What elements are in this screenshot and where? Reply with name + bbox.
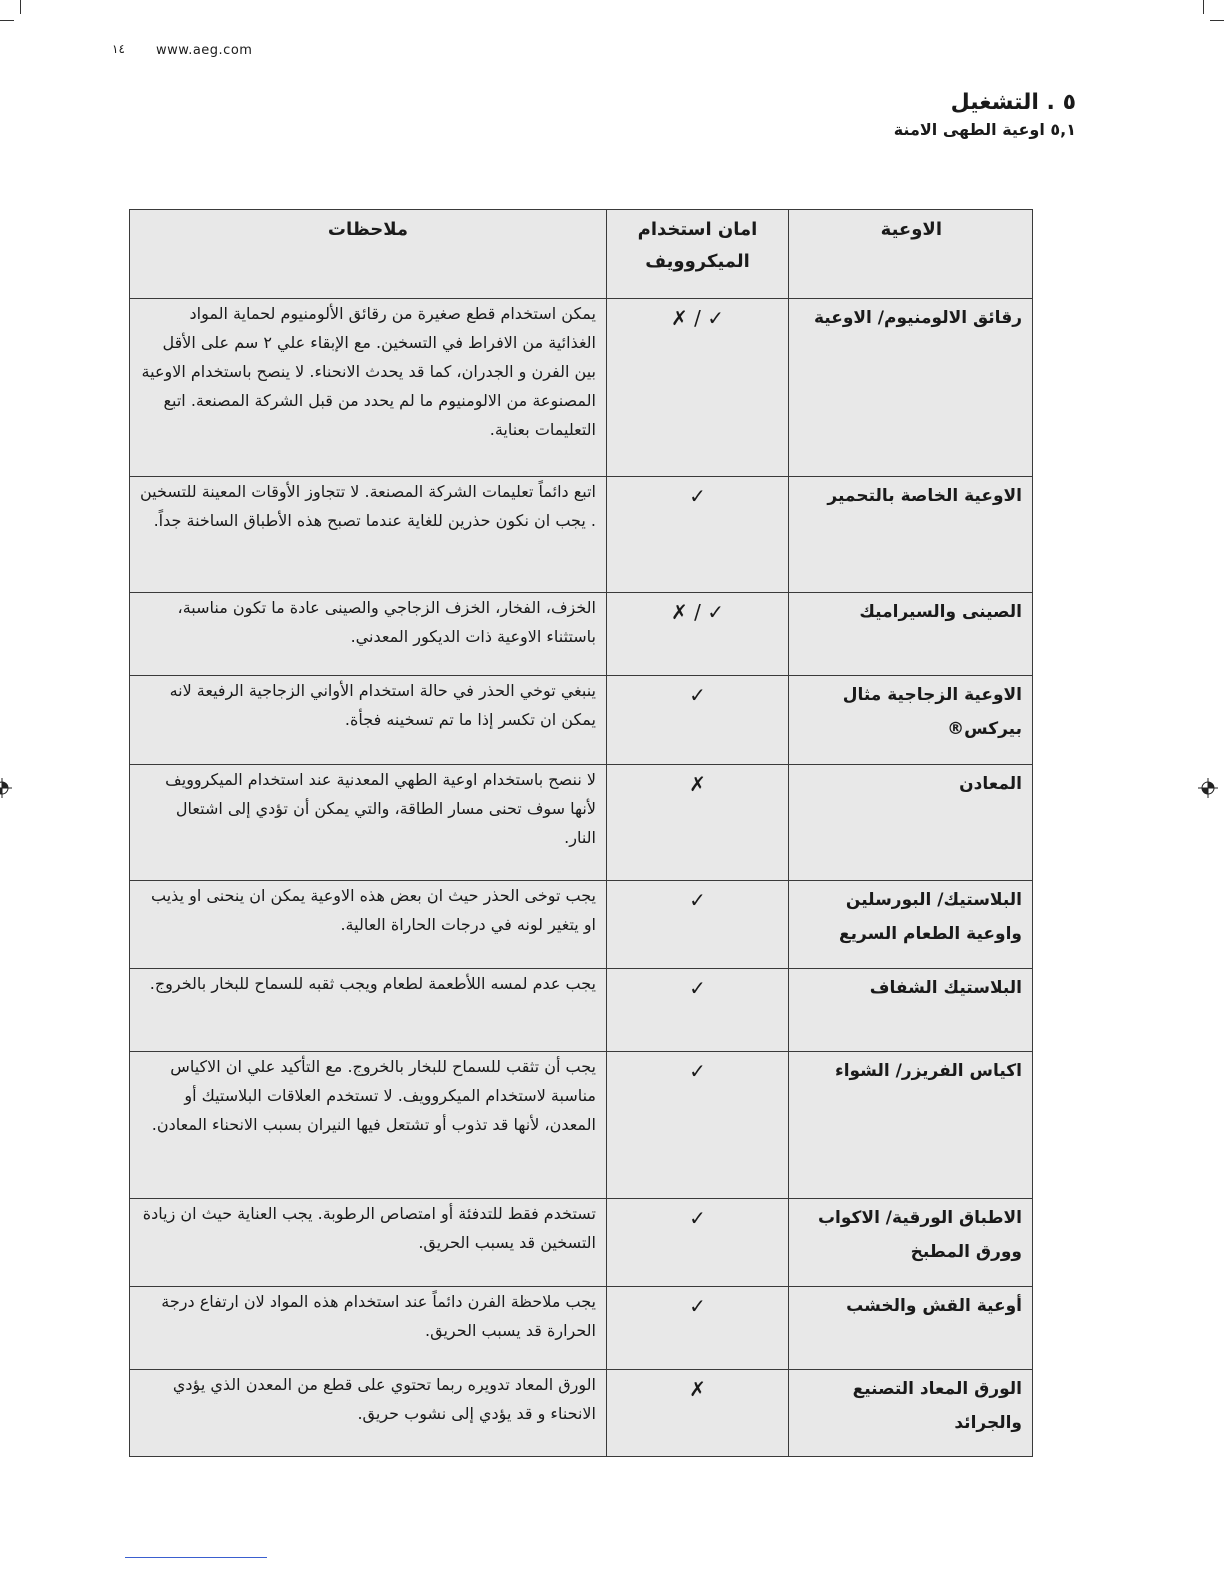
section-heading	[894, 88, 1076, 142]
site-url: www.aeg.com	[156, 43, 253, 58]
safety-mark: ✓	[607, 676, 789, 765]
registration-mark-icon	[0, 778, 12, 798]
section-subtitle: ٥,١ اوعية الطهى الامنة	[893, 120, 1076, 139]
ware-notes: لا ننصح باستخدام اوعية الطهي المعدنية عند استخدام الميكروويف لأنها سوف تحنى مسار الطاقة، والتي يمكن أن تؤدي إلى اشتعال النار.	[130, 765, 607, 881]
table-row	[130, 593, 1033, 676]
ware-notes: الخزف، الفخار، الخزف الزجاجي والصينى عادة ما تكون مناسبة، باستثناء الاوعية ذات الديكور المعدني.	[130, 593, 607, 676]
ware-notes: يجب عدم لمسه اللأطعمة لطعام ويجب ثقبه للسماح للبخار بالخروج.	[130, 969, 607, 1052]
header-safety: امان استخدام الميكروويف	[607, 210, 789, 299]
safety-mark: ✓	[607, 1199, 789, 1287]
table-row	[130, 1199, 1033, 1287]
footer-rule	[125, 1557, 267, 1558]
ware-name: البلاستيك الشفاف	[789, 969, 1033, 1052]
cookware-safety-table	[129, 209, 1033, 1457]
ware-notes: يجب توخى الحذر حيث ان بعض هذه الاوعية يمكن ان ينحنى او يذيب او يتغير لونه في درجات الحاراة العالية.	[130, 881, 607, 969]
ware-name: الصينى والسيراميك	[789, 593, 1033, 676]
table-row	[130, 1287, 1033, 1370]
ware-name: الورق المعاد التصنيع والجرائد	[789, 1370, 1033, 1457]
table-row	[130, 969, 1033, 1052]
table-row	[130, 1370, 1033, 1457]
safety-mark: ✓	[607, 477, 789, 593]
header-ware: الاوعية	[789, 210, 1033, 299]
table-row	[130, 1052, 1033, 1199]
safety-mark: ✓	[607, 969, 789, 1052]
safety-mark: ✓	[607, 1052, 789, 1199]
crop-mark	[20, 0, 21, 14]
safety-mark: ✓ / ✗	[607, 593, 789, 676]
ware-name: الاوعية الزجاجية مثال بيركس®	[789, 676, 1033, 765]
table-row	[130, 477, 1033, 593]
safety-mark: ✗	[607, 765, 789, 881]
ware-notes: الورق المعاد تدويره ربما تحتوي على قطع من المعدن الذي يؤدي الانحناء و قد يؤدي إلى نشوب حريق.	[130, 1370, 607, 1457]
ware-notes: ينبغي توخي الحذر في حالة استخدام الأواني الزجاجية الرفيعة لانه يمكن ان تكسر إذا ما تم تسخينه فجأة.	[130, 676, 607, 765]
crop-mark	[0, 20, 14, 21]
safety-mark: ✓ / ✗	[607, 299, 789, 477]
ware-name: المعادن	[789, 765, 1033, 881]
safety-mark: ✗	[607, 1370, 789, 1457]
section-title: ٥ . التشغيل	[950, 90, 1076, 115]
safety-mark: ✓	[607, 1287, 789, 1370]
crop-mark	[1210, 20, 1224, 21]
page-number: ١٤	[112, 42, 125, 56]
ware-notes: اتبع دائماً تعليمات الشركة المصنعة. لا تتجاوز الأوقات المعينة للتسخين . يجب ان نكون حذرين للغاية عندما تصبح هذه الأطباق الساخنة جداً.	[130, 477, 607, 593]
table-row	[130, 881, 1033, 969]
ware-name: اكياس الفريزر/ الشواء	[789, 1052, 1033, 1199]
header-notes: ملاحظات	[130, 210, 607, 299]
ware-name: رقائق الالومنيوم/ الاوعية	[789, 299, 1033, 477]
crop-mark	[1203, 0, 1204, 14]
ware-name: البلاستيك/ البورسلين واوعية الطعام السريع	[789, 881, 1033, 969]
ware-notes: يجب ملاحظة الفرن دائماً عند استخدام هذه المواد لان ارتفاع درجة الحرارة قد يسبب الحريق.	[130, 1287, 607, 1370]
table-row	[130, 765, 1033, 881]
ware-notes: يجب أن تثقب للسماح للبخار بالخروج. مع التأكيد علي ان الاكياس مناسبة لاستخدام الميكروويف. لا تستخدم العلاقات البلاستيك أو المعدن، لأنها قد تذوب أو تشتعل فيها النيران بسبب الانحناء المعادن.	[130, 1052, 607, 1199]
safety-mark: ✓	[607, 881, 789, 969]
registration-mark-icon	[1198, 778, 1218, 798]
table-row	[130, 299, 1033, 477]
table-row	[130, 676, 1033, 765]
ware-name: الاطباق الورقية/ الاكواب وورق المطبخ	[789, 1199, 1033, 1287]
ware-notes: تستخدم فقط للتدفئة أو امتصاص الرطوبة. يجب العناية حيث ان زيادة التسخين قد يسبب الحريق.	[130, 1199, 607, 1287]
ware-notes: يمكن استخدام قطع صغيرة من رقائق الألومنيوم لحماية المواد الغذائية من الافراط في التسخين. مع الإبقاء علي ٢ سم على الأقل بين الفرن و الجدران، كما قد يحدث الانحناء. لا ينصح باستخدام الاوعية المصنوعة من الالومنيوم ما لم يحدد من قبل الشركة المصنعة. اتبع التعليمات بعناية.	[130, 299, 607, 477]
ware-name: أوعية القش والخشب	[789, 1287, 1033, 1370]
ware-name: الاوعية الخاصة بالتحمير	[789, 477, 1033, 593]
